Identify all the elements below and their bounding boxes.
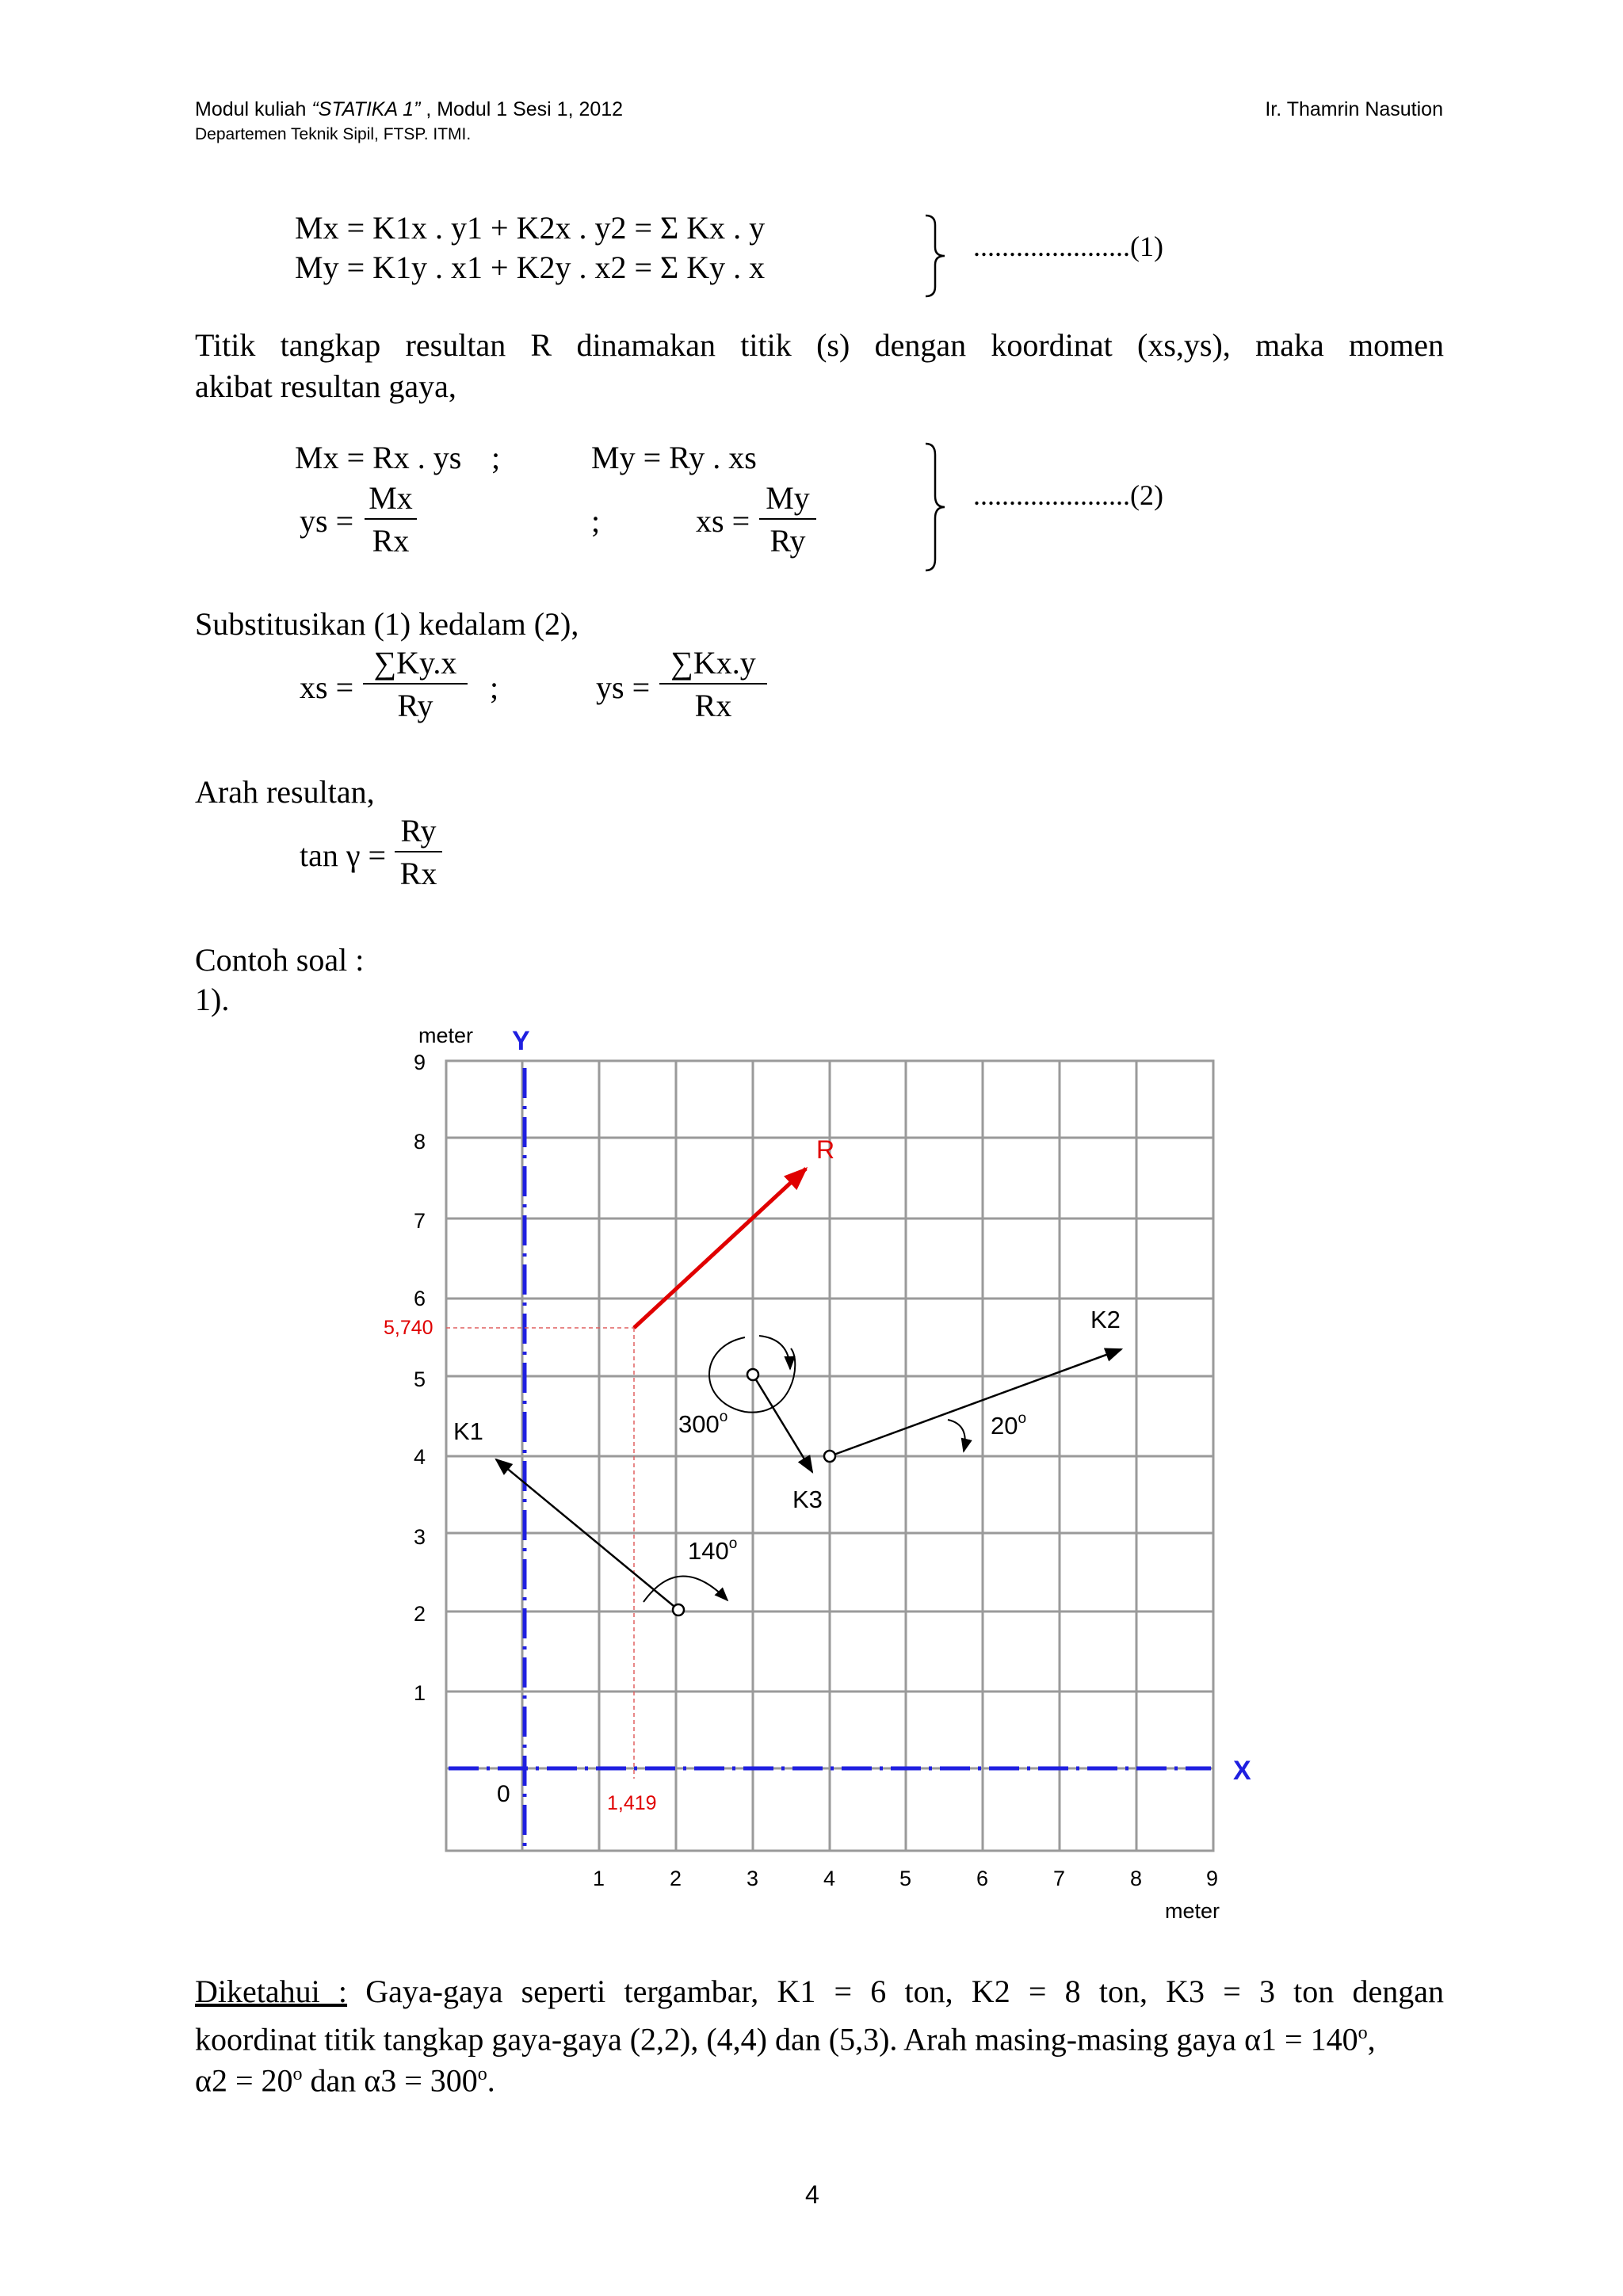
header-left-line2: Departemen Teknik Sipil, FTSP. ITMI. — [195, 125, 472, 143]
diketahui-line1: Diketahui : Gaya-gaya seperti tergambar, K1 = 6 ton, K2 = 8 ton, K3 = 3 ton dengan — [195, 1974, 1444, 2009]
page-number: 4 — [805, 2180, 819, 2209]
arah-lhs: tan γ = — [300, 837, 387, 873]
eq2-xs-fraction: $\frac{My}{Ry}$ — [759, 479, 816, 563]
header-left-line1: Modul kuliah “STATIKA 1” , Modul 1 Sesi 1, 2012 — [195, 98, 624, 120]
x-tick-1: 1 — [593, 1867, 605, 1890]
eq1-line1: Mx = K1x . y1 + K2x . y2 = Σ Kx . y — [295, 210, 766, 246]
x-unit-label: meter — [1165, 1899, 1220, 1923]
eq1-tag: ......................(1) — [973, 231, 1163, 262]
eq2-ys-lhs: ys = — [300, 503, 354, 539]
x-tick-7: 7 — [1053, 1867, 1066, 1890]
subst-xs-fraction: $\frac{\sum Ky.x}{Ry}$ — [363, 643, 468, 727]
diketahui-line3: $\alpha 2 = 20^o$ dan $\alpha 3 = 300^o$. — [195, 2062, 495, 2099]
eq2-mx: Mx = Rx . ys — [295, 440, 462, 475]
contoh-title: Contoh soal : — [195, 942, 365, 978]
eq1-line2: My = K1y . x1 + K2y . x2 = Σ Ky . x — [295, 250, 766, 285]
angle-arc-k1 — [643, 1576, 727, 1602]
xs-value-label: 1,419 — [607, 1792, 657, 1814]
arah-title: Arah resultan, — [195, 774, 375, 810]
y-tick-9: 9 — [414, 1051, 426, 1074]
subst-xs-lhs: xs = — [300, 669, 354, 705]
subst-ys-lhs: ys = — [596, 669, 651, 705]
resultant-arrow — [634, 1169, 806, 1328]
k1-point — [673, 1604, 684, 1615]
header-author: Ir. Thamrin Nasution — [1265, 98, 1443, 120]
k1-label: K1 — [453, 1417, 483, 1445]
y-tick-2: 2 — [414, 1602, 426, 1626]
k2-label: K2 — [1090, 1306, 1121, 1333]
x-tick-2: 2 — [670, 1867, 682, 1890]
k3-angle-label: 300$^o$ — [678, 1409, 728, 1438]
k2-angle-label: 20$^o$ — [991, 1410, 1027, 1440]
y-unit-label: meter — [418, 1024, 474, 1047]
eq2-semicolon-1: ; — [491, 440, 501, 475]
subst-semicolon: ; — [490, 669, 499, 705]
x-tick-labels — [593, 1867, 1218, 1890]
subst-title: Substitusikan (1) kedalam (2), — [195, 606, 579, 642]
y-tick-3: 3 — [414, 1525, 426, 1549]
origin-label: 0 — [497, 1781, 510, 1807]
diketahui-label: Diketahui : — [195, 1974, 348, 2009]
subst-ys-fraction: $\frac{\sum Kx.y}{Rx}$ — [659, 643, 767, 727]
ys-value-label: 5,740 — [384, 1317, 433, 1339]
contoh-number: 1). — [195, 982, 230, 1017]
eq2-my: My = Ry . xs — [591, 440, 757, 475]
force-k3-arrow — [753, 1375, 812, 1472]
y-tick-8: 8 — [414, 1130, 426, 1154]
resultant-label: R — [816, 1135, 835, 1164]
eq2-ys-fraction: $\frac{Mx}{Rx}$ — [365, 479, 417, 563]
eq2-xs-lhs: xs = — [696, 503, 750, 539]
x-tick-8: 8 — [1130, 1867, 1143, 1890]
y-tick-labels — [414, 1051, 426, 1705]
y-tick-4: 4 — [414, 1445, 426, 1469]
y-tick-6: 6 — [414, 1287, 426, 1310]
y-tick-1: 1 — [414, 1681, 426, 1705]
arah-fraction: $\frac{Ry}{Rx}$ — [395, 811, 442, 895]
x-tick-9: 9 — [1206, 1867, 1219, 1890]
k1-angle-label: 140$^o$ — [688, 1535, 738, 1565]
x-tick-4: 4 — [823, 1867, 836, 1890]
x-tick-3: 3 — [747, 1867, 759, 1890]
force-k2-arrow — [830, 1349, 1121, 1456]
y-axis-label: Y — [512, 1026, 530, 1056]
k3-point — [747, 1369, 758, 1380]
para1-line2: akibat resultan gaya, — [195, 368, 456, 404]
k3-label: K3 — [792, 1486, 823, 1513]
x-axis-label: X — [1233, 1756, 1251, 1786]
para1-line1: Titik tangkap resultan R dinamakan titik (s) dengan koordinat (xs,ys), maka momen — [195, 327, 1444, 363]
eq2-semicolon-2: ; — [591, 503, 601, 539]
eq2-tag: ......................(2) — [973, 479, 1163, 511]
k2-point — [824, 1451, 835, 1462]
angle-arc-k3-tail — [759, 1336, 790, 1369]
y-tick-5: 5 — [414, 1367, 426, 1391]
x-tick-6: 6 — [976, 1867, 989, 1890]
x-tick-5: 5 — [899, 1867, 912, 1890]
angle-arc-k2 — [948, 1420, 965, 1451]
diketahui-line2: koordinat titik tangkap gaya-gaya (2,2), (4,4) dan (5,3). Arah masing-masing gaya $\alpha 1 = 140^o$, — [195, 2021, 1376, 2058]
y-tick-7: 7 — [414, 1209, 426, 1233]
